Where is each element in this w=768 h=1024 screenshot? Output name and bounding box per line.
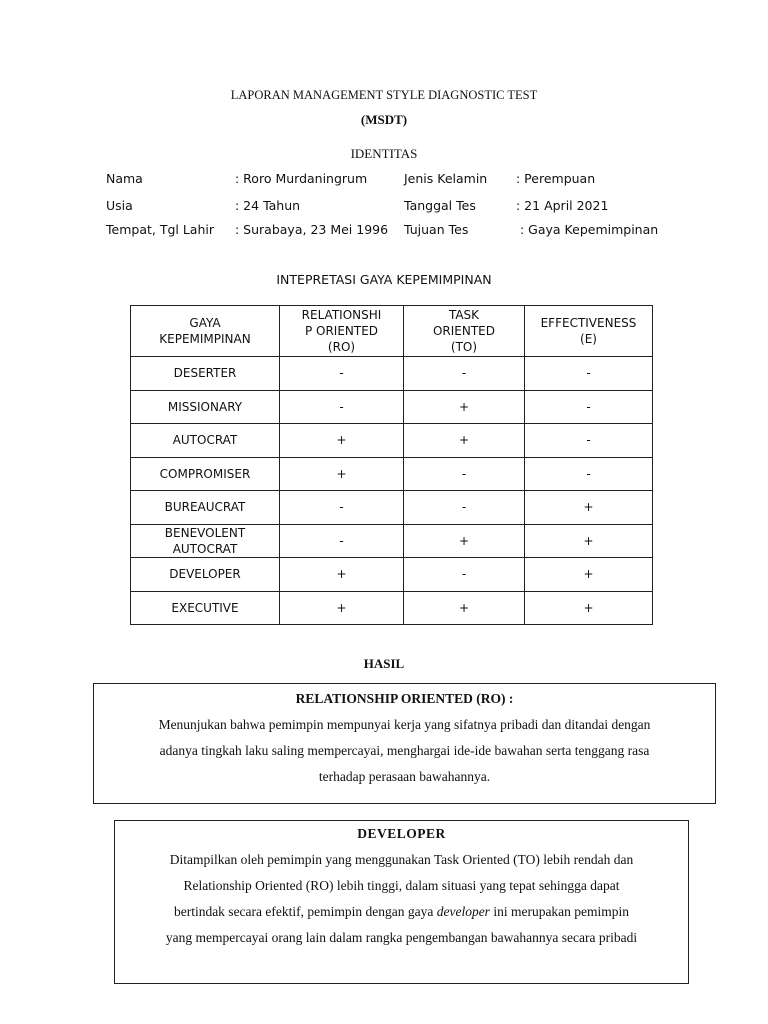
header-ro-line3: (RO) xyxy=(327,340,356,354)
table-row xyxy=(131,491,653,525)
header-gaya-line2: KEPEMIMPINAN xyxy=(159,332,251,346)
jenis-kelamin-value: : Perempuan xyxy=(516,171,596,186)
developer-box-heading: DEVELOPER xyxy=(357,826,446,841)
header-to-line1: TASK xyxy=(448,308,480,322)
usia-value: : 24 Tahun xyxy=(235,198,301,213)
to-value: - xyxy=(404,357,525,391)
ro-value: - xyxy=(280,357,404,391)
header-effectiveness xyxy=(525,306,653,357)
identitas-heading: IDENTITAS xyxy=(350,146,418,161)
ro-value: + xyxy=(280,457,404,491)
to-value: + xyxy=(404,424,525,458)
to-value: - xyxy=(404,491,525,525)
header-ro-line1: RELATIONSHI xyxy=(301,308,382,322)
style-name xyxy=(131,524,280,558)
leadership-style-table xyxy=(130,305,653,625)
ro-value: + xyxy=(280,591,404,625)
e-value: + xyxy=(525,491,653,525)
e-value: - xyxy=(525,457,653,491)
e-value: + xyxy=(525,558,653,592)
developer-line3-start: bertindak secara efektif, pemimpin dengan gaya xyxy=(173,904,437,919)
style-name: EXECUTIVE xyxy=(131,591,280,625)
ro-box-line: Menunjukan bahwa pemimpin mempunyai kerja yang sifatnya pribadi dan ditandai dengan xyxy=(158,717,651,732)
tujuan-tes-label: Tujuan Tes xyxy=(404,222,469,237)
header-task-oriented xyxy=(404,306,525,357)
header-e-line1: EFFECTIVENESS xyxy=(540,316,637,330)
report-subtitle: (MSDT) xyxy=(360,112,408,127)
table-row xyxy=(131,524,653,558)
header-relationship-oriented xyxy=(280,306,404,357)
style-name: DEVELOPER xyxy=(131,558,280,592)
ro-box-heading: RELATIONSHIP ORIENTED (RO) : xyxy=(295,691,514,706)
ttl-value: : Surabaya, 23 Mei 1996 xyxy=(235,222,389,237)
ro-value: - xyxy=(280,524,404,558)
header-e-line2: (E) xyxy=(580,332,597,346)
developer-box-line xyxy=(115,899,688,925)
header-ro-line2: P ORIENTED xyxy=(304,324,379,338)
ro-value: - xyxy=(280,390,404,424)
jenis-kelamin-label: Jenis Kelamin xyxy=(404,171,488,186)
ro-box-line: adanya tingkah laku saling mempercayai, menghargai ide-ide bawahan serta tenggang rasa xyxy=(159,743,650,758)
tanggal-tes-value: : 21 April 2021 xyxy=(516,198,609,213)
ro-value: + xyxy=(280,424,404,458)
hasil-heading: HASIL xyxy=(363,656,405,671)
usia-label: Usia xyxy=(106,198,133,213)
nama-label: Nama xyxy=(106,171,143,186)
developer-box xyxy=(114,820,689,984)
table-header-row xyxy=(131,306,653,357)
tanggal-tes-label: Tanggal Tes xyxy=(404,198,476,213)
style-name: MISSIONARY xyxy=(131,390,280,424)
report-title: LAPORAN MANAGEMENT STYLE DIAGNOSTIC TEST xyxy=(230,88,538,102)
table-row xyxy=(131,390,653,424)
to-value: + xyxy=(404,591,525,625)
header-to-line3: (TO) xyxy=(450,340,478,354)
interpretasi-heading: INTEPRETASI GAYA KEPEMIMPINAN xyxy=(276,272,492,287)
style-name: COMPROMISER xyxy=(131,457,280,491)
e-value: - xyxy=(525,357,653,391)
e-value: + xyxy=(525,524,653,558)
developer-box-line: yang mempercayai orang lain dalam rangka pengembangan bawahannya secara pribadi xyxy=(165,930,638,945)
nama-value: : Roro Murdaningrum xyxy=(235,171,368,186)
to-value: - xyxy=(404,457,525,491)
style-name-line1: BENEVOLENT xyxy=(164,525,246,540)
tujuan-tes-value: : Gaya Kepemimpinan xyxy=(520,222,659,237)
e-value: + xyxy=(525,591,653,625)
developer-term: developer xyxy=(436,904,490,919)
developer-line3-end: ini merupakan pemimpin xyxy=(489,904,630,919)
table-row xyxy=(131,357,653,391)
ro-value: - xyxy=(280,491,404,525)
style-name: BUREAUCRAT xyxy=(131,491,280,525)
table-row xyxy=(131,457,653,491)
developer-box-line: Ditampilkan oleh pemimpin yang menggunakan Task Oriented (TO) lebih rendah dan xyxy=(169,852,634,867)
ttl-label: Tempat, Tgl Lahir xyxy=(106,222,214,237)
e-value: - xyxy=(525,390,653,424)
ro-box-line: terhadap perasaan bawahannya. xyxy=(318,769,491,784)
e-value: - xyxy=(525,424,653,458)
table-row xyxy=(131,558,653,592)
style-name-line2: AUTOCRAT xyxy=(172,541,238,556)
to-value: + xyxy=(404,390,525,424)
to-value: + xyxy=(404,524,525,558)
style-name: AUTOCRAT xyxy=(131,424,280,458)
style-name: DESERTER xyxy=(131,357,280,391)
header-gaya-kepemimpinan xyxy=(131,306,280,357)
ro-value: + xyxy=(280,558,404,592)
header-gaya-line1: GAYA xyxy=(189,316,221,330)
header-to-line2: ORIENTED xyxy=(432,324,496,338)
table-row xyxy=(131,424,653,458)
table-row xyxy=(131,591,653,625)
developer-box-line: Relationship Oriented (RO) lebih tinggi, dalam situasi yang tepat sehingga dapat xyxy=(183,878,620,893)
relationship-oriented-box xyxy=(93,683,716,804)
to-value: - xyxy=(404,558,525,592)
